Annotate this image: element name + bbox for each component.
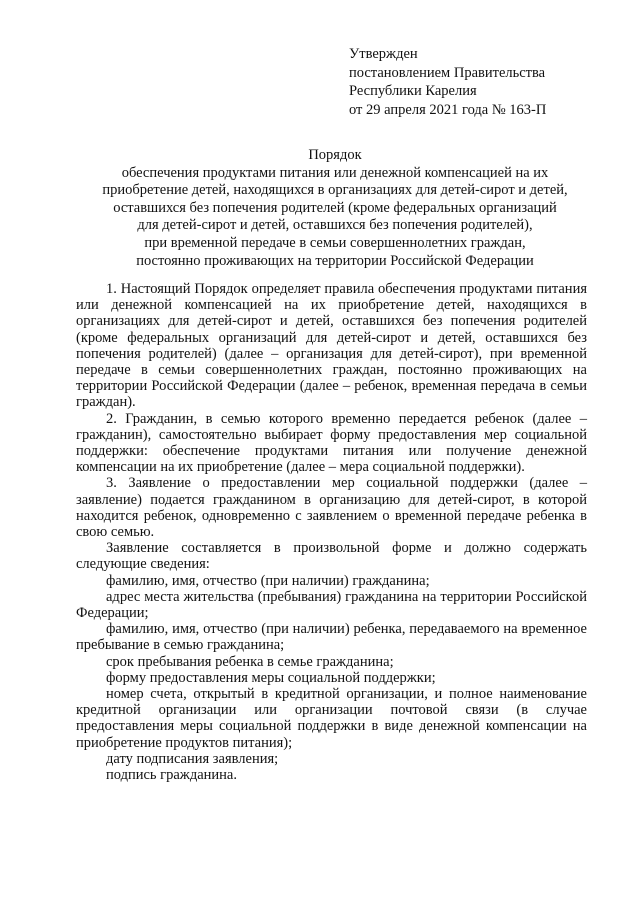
title-line: приобретение детей, находящихся в организациях для детей-сирот и детей, [102,182,568,199]
paragraph-application-contents: Заявление составляется в произвольной форме и должно содержать следующие сведения: [76,540,587,573]
list-item: дату подписания заявления; [106,750,279,767]
list-item: адрес места жительства (пребывания) гражданина на территории Российской Федерации; [76,588,587,622]
list-item: фамилию, имя, отчество (при наличии) ребенка, передаваемого на временное пребывание в семью гражданина; [76,621,587,654]
approval-stamp [349,45,609,119]
list-item: подпись гражданина. [106,767,237,784]
title-line: для детей-сирот и детей, оставшихся без попечения родителей), [137,217,533,234]
title-heading: Порядок [308,147,362,163]
document-body [76,281,587,783]
paragraph-1: 1. Настоящий Порядок определяет правила обеспечения продуктами питания или денежной компенсацией на их приобретение детей, находящихся в организациях для детей-сирот и детей, оставшихся без попечения родителей (кроме федеральных организаций для детей-сирот и детей, оставшихся без попечения родителей) (далее – организация для детей-сирот), при временной передаче в семьи совершеннолетних граждан, постоянно проживающих на территории Российской Федерации (далее – ребенок, временная передача в семьи граждан). [76,281,587,411]
approval-line: Республики Карелия [349,83,477,100]
paragraph-2: 2. Гражданин, в семью которого временно передается ребенок (далее – гражданин), самостоятельно выбирает форму предоставления мер социальной поддержки: обеспечение продуктами питания или получение денежной компенсации на их приобретение (далее – мера социальной поддержки). [76,410,587,476]
title-line: обеспечения продуктами питания или денежной компенсацией на их [121,164,549,181]
approval-line: Утвержден [349,46,418,62]
title-line: постоянно проживающих на территории Российской Федерации [136,252,534,269]
document-title [60,147,610,270]
title-line: оставшихся без попечения родителей (кроме федеральных организаций [113,199,557,216]
approval-line: постановлением Правительства [349,64,546,81]
list-item: номер счета, открытый в кредитной организации, и полное наименование кредитной организации или организации почтовой связи (в случае предоставления меры социальной поддержки в виде денежной компенсации на приобретение продуктов питания); [76,686,587,751]
title-line: при временной передаче в семьи совершеннолетних граждан, [144,234,526,251]
paragraph-3: 3. Заявление о предоставлении мер социальной поддержки (далее – заявление) подается гражданином в организацию для детей-сирот, в которой находится ребенок, одновременно с заявлением о временной передаче ребенка в свою семью. [76,475,587,541]
approval-date-line: от 29 апреля 2021 года № 163-П [349,101,547,118]
list-item: срок пребывания ребенка в семье гражданина; [106,653,394,670]
list-item: фамилию, имя, отчество (при наличии) гражданина; [106,572,430,589]
list-item: форму предоставления меры социальной поддержки; [106,669,436,686]
